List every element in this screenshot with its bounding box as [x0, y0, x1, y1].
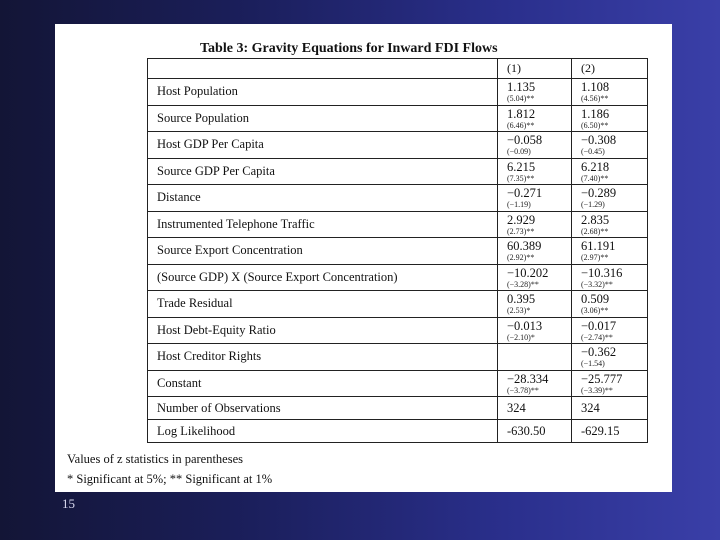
coefficient-col-2: −25.777 — [581, 371, 623, 386]
row-label: Host Debt-Equity Ratio — [157, 322, 276, 337]
table-row — [148, 290, 647, 317]
z-stat-col-2: (3.06)** — [581, 306, 609, 315]
table-row — [148, 78, 647, 105]
coefficient-col-2: −0.017 — [581, 318, 617, 333]
z-stat-col-1: (−1.19) — [507, 200, 531, 209]
coefficient-col-1: 0.395 — [507, 292, 536, 306]
table-row — [148, 158, 647, 185]
row-label: Constant — [157, 375, 202, 390]
table-row — [148, 237, 647, 264]
row-label: Host GDP Per Capita — [157, 137, 264, 151]
coefficient-col-1: −0.271 — [507, 186, 543, 200]
coefficient-col-1: −0.013 — [507, 318, 543, 333]
z-stat-col-2: (2.97)** — [581, 253, 609, 262]
value-col-2: 324 — [581, 401, 600, 415]
coefficient-col-2: 2.835 — [581, 212, 610, 227]
row-label: Host Population — [157, 84, 238, 98]
z-stat-col-2: (−0.45) — [581, 147, 605, 156]
z-stat-col-1: (7.35)** — [507, 173, 535, 183]
coefficient-col-2: 0.509 — [581, 292, 610, 306]
z-stat-col-1: (−3.78)** — [507, 385, 539, 395]
column-1-heading: (1) — [507, 61, 521, 75]
table-row-observations — [148, 396, 647, 419]
coefficient-col-1: 1.812 — [507, 106, 536, 121]
z-stat-col-1: (−2.10)* — [507, 332, 535, 342]
coefficient-col-2: 1.186 — [581, 106, 610, 121]
z-stat-col-2: (2.68)** — [581, 226, 609, 236]
row-label: Source Export Concentration — [157, 243, 303, 257]
z-stat-col-1: (6.46)** — [507, 120, 535, 130]
table-row-log-likelihood — [148, 419, 647, 442]
z-stat-col-2: (−2.74)** — [581, 332, 613, 342]
coefficient-col-2: 6.218 — [581, 159, 610, 174]
table-row — [148, 211, 647, 238]
table-notes — [67, 449, 272, 489]
z-stat-col-1: (−0.09) — [507, 147, 531, 156]
regression-table — [147, 58, 648, 443]
z-stat-col-2: (−1.29) — [581, 200, 605, 209]
coefficient-col-2: −10.316 — [581, 265, 623, 280]
note-significance: * Significant at 5%; ** Significant at 1% — [67, 472, 273, 486]
row-label: Distance — [157, 190, 201, 204]
row-label: Source Population — [157, 110, 250, 125]
coefficient-col-2: 1.108 — [581, 80, 610, 94]
header-label-cell — [148, 59, 498, 78]
z-stat-col-1: (2.73)** — [507, 226, 535, 236]
coefficient-col-1: 6.215 — [507, 159, 536, 174]
coefficient-col-1: −0.058 — [507, 133, 543, 147]
table-row — [148, 343, 647, 370]
coefficient-col-1: −28.334 — [507, 371, 549, 386]
column-2-heading: (2) — [581, 61, 595, 75]
z-stat-col-2: (−3.39)** — [581, 385, 613, 395]
z-stat-col-2: (7.40)** — [581, 173, 609, 183]
z-stat-col-1: (5.04)** — [507, 94, 535, 103]
slide-number: 15 — [62, 496, 75, 511]
coefficient-col-1: 2.929 — [507, 212, 536, 227]
header-col-2 — [572, 59, 647, 78]
z-stat-col-2: (4.56)** — [581, 94, 609, 103]
table-title: Table 3: Gravity Equations for Inward FDI Flows — [200, 41, 498, 56]
header-col-1 — [498, 59, 572, 78]
row-label: (Source GDP) X (Source Export Concentration) — [157, 269, 398, 284]
coefficient-col-2: −0.362 — [581, 345, 617, 359]
table-image-panel — [55, 24, 672, 492]
row-label: Trade Residual — [157, 296, 233, 310]
coefficient-col-1 — [507, 344, 571, 346]
coefficient-col-1: 60.389 — [507, 239, 542, 253]
coefficient-col-2: 61.191 — [581, 239, 616, 253]
z-stat-col-2: (−3.32)** — [581, 279, 613, 289]
table-row — [148, 105, 647, 132]
table-row — [148, 264, 647, 291]
value-col-2: -629.15 — [581, 424, 620, 438]
coefficient-col-1: 1.135 — [507, 80, 536, 94]
z-stat-col-2: (6.50)** — [581, 120, 609, 130]
table-row — [148, 184, 647, 211]
table-header-row — [148, 59, 647, 78]
row-label: Host Creditor Rights — [157, 349, 262, 363]
table-row — [148, 370, 647, 397]
coefficient-col-2: −0.308 — [581, 133, 617, 147]
z-stat-col-1: (2.53)* — [507, 306, 531, 315]
z-stat-col-2: (−1.54) — [581, 359, 605, 368]
table-row — [148, 317, 647, 344]
z-stat-col-1: (−3.28)** — [507, 279, 539, 289]
note-z-statistics: Values of z statistics in parentheses — [67, 452, 243, 466]
coefficient-col-1: −10.202 — [507, 265, 549, 280]
value-col-1: 324 — [507, 401, 526, 415]
row-label: Source GDP Per Capita — [157, 163, 275, 178]
row-label: Number of Observations — [157, 401, 281, 415]
value-col-1: -630.50 — [507, 424, 546, 438]
row-label: Log Likelihood — [157, 424, 236, 438]
coefficient-col-2: −0.289 — [581, 186, 617, 200]
table-row — [148, 131, 647, 158]
z-stat-col-1: (2.92)** — [507, 253, 535, 262]
row-label: Instrumented Telephone Traffic — [157, 216, 315, 231]
